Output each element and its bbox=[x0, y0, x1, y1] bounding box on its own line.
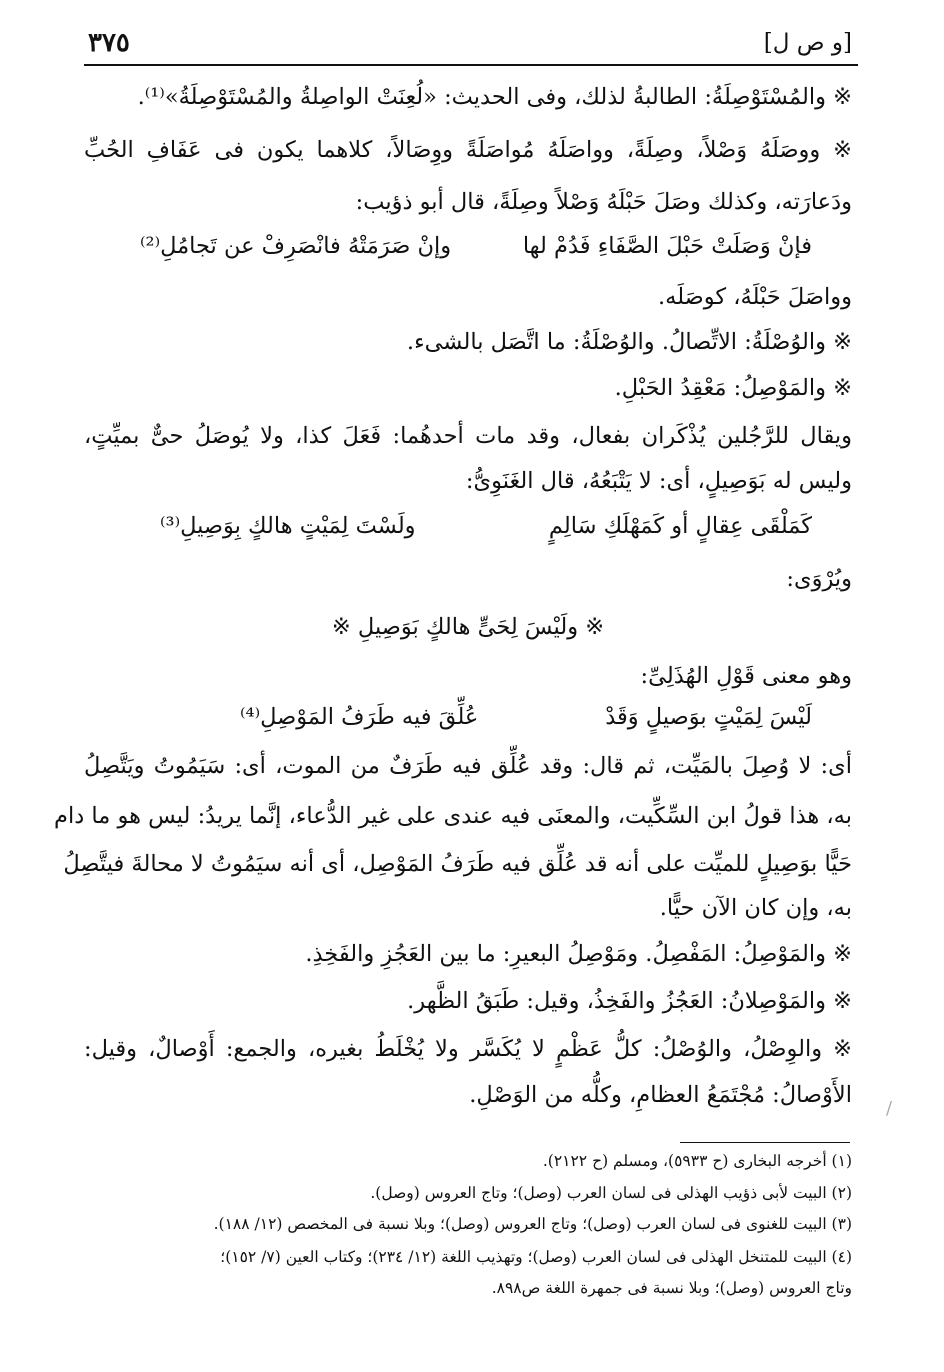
entry-line: أى: لا وُصِلَ بالمَيِّت، ثم قال: وقد عُلِّق فيه طَرَفٌ من الموت، أى: سَيَمُوتُ ويَتَّصِلُ bbox=[84, 753, 852, 779]
footnote: (٤) البيت للمتنخل الهذلى فى لسان العرب (وصل)؛ وتهذيب اللغة (١٢/ ٢٣٤)؛ وكتاب العين (٧/ ١٥٢)؛ bbox=[220, 1248, 852, 1266]
running-header-root: [و ص ل] bbox=[763, 30, 852, 56]
verse-variant: ※ ولَيْسَ لِحَىٍّ هالكٍ بَوَصِيلِ ※ bbox=[331, 614, 605, 640]
entry-line: ※ والمَوْصِلُ: مَعْقِدُ الحَبْلِ. bbox=[614, 375, 852, 401]
entry-line: حَيًّا بوَصِيلٍ للميِّت على أنه قد عُلِّق فيه طَرَفُ المَوْصِل، أى أنه سيَمُوتُ لا محالةَ فيتَّصِلُ bbox=[63, 851, 852, 877]
entry-line: وهو معنى قَوْلِ الهُذَلِىِّ: bbox=[640, 663, 852, 689]
entry-line: ※ والمَوْصِلُ: المَفْصِلُ. ومَوْصِلُ البعيرِ: ما بين العَجُزِ والفَخِذِ. bbox=[305, 941, 852, 967]
entry-line: به، هذا قولُ ابن السِّكِّيت، والمعنَى فيه عندى على غير الدُّعاء، إنَّما يريدُ: ليس هو ما دام bbox=[54, 803, 852, 829]
page-number: ٣٧٥ bbox=[88, 28, 130, 58]
entry-line: ※ والمُسْتَوْصِلَةُ: الطالبةُ لذلك، وفى الحديث: «لُعِنَتْ الواصِلةُ والمُسْتَوْصِلَةُ»⁽¹⁾. bbox=[137, 84, 852, 110]
header-rule bbox=[84, 64, 858, 66]
entry-line: وليس له بَوَصِيلٍ، أى: لا يَتْبَعُهُ، قال الغَنَوِىُّ: bbox=[465, 468, 852, 494]
verse-first-hemistich: كَمَلْقَى عِقالٍ أو كَمَهْلَكِ سَالِمٍ bbox=[548, 513, 812, 539]
margin-mark: / bbox=[886, 1098, 893, 1119]
footnote-rule bbox=[680, 1142, 850, 1143]
footnote-continued: وتاج العروس (وصل)؛ وبلا نسبة فى جمهرة اللغة ص٨٩٨. bbox=[491, 1279, 852, 1297]
entry-line: ودَعارَته، وكذلك وصَلَ حَبْلَهُ وَصْلاً وصِلَةً، قال أبو ذؤيب: bbox=[355, 189, 852, 215]
entry-line: ويقال للرَّجُلين يُذْكَران بفعال، وقد مات أحدهُما: فَعَلَ كذا، ولا يُوصَلُ حىٌّ بميِّتٍ، bbox=[84, 423, 852, 449]
verse-second-hemistich: عُلِّقَ فيه طَرَفُ المَوْصِلِ⁽⁴⁾ bbox=[240, 704, 479, 730]
entry-line: ※ والمَوْصِلانُ: العَجُزُ والفَخِذُ، وقيل: طَبَقُ الظَّهر. bbox=[407, 988, 852, 1014]
entry-line: ※ والوُصْلَةُ: الاتِّصالُ. والوُصْلَةُ: ما اتَّصَل بالشىء. bbox=[406, 329, 852, 355]
footnote: (١) أخرجه البخارى (ح ٥٩٣٣)، ومسلم (ح ٢١٢٢). bbox=[542, 1152, 852, 1170]
entry-line: ويُرْوَى: bbox=[786, 566, 852, 592]
verse-second-hemistich: ولَسْتَ لِمَيْتٍ هالكٍ بِوَصِيلِ⁽³⁾ bbox=[160, 513, 416, 539]
verse-first-hemistich: لَيْسَ لِمَيْتٍ بوَصيلٍ وَقَدْ bbox=[605, 704, 812, 730]
entry-line: ※ والوِصْلُ، والوُصْلُ: كلُّ عَظْمٍ لا يُكَسَّر ولا يُخْلَطُ بغيره، والجمع: أَوْصالٌ، وقيل: bbox=[84, 1036, 852, 1062]
entry-line: ※ ووصَلَهُ وَصْلاً، وصِلَةً، وواصَلَهُ مُواصَلَةً ووِصَالاً، كلاهما يكون فى عَفَافِ الحُبِّ bbox=[84, 137, 852, 163]
entry-line: به، وإن كان الآن حيًّا. bbox=[659, 895, 852, 921]
footnote: (٢) البيت لأبى ذؤيب الهذلى فى لسان العرب (وصل)؛ وتاج العروس (وصل). bbox=[370, 1184, 852, 1202]
verse-second-hemistich: وإنْ صَرَمَتْهُ فانْصَرِفْ عن تَجامُلِ⁽²⁾ bbox=[140, 233, 452, 259]
footnote: (٣) البيت للغنوى فى لسان العرب (وصل)؛ وتاج العروس (وصل)؛ وبلا نسبة فى المخصص (١٢/ ١٨٨). bbox=[213, 1215, 852, 1233]
verse-first-hemistich: فإنْ وَصَلَتْ حَبْلَ الصَّفَاءِ فَدُمْ لها bbox=[522, 233, 812, 259]
entry-line: وواصَلَ حَبْلَهُ، كوصَلَه. bbox=[657, 284, 852, 310]
entry-line: الأَوْصالُ: مُجْتَمَعُ العظامِ، وكلُّه من الوَصْلِ. bbox=[469, 1082, 852, 1108]
